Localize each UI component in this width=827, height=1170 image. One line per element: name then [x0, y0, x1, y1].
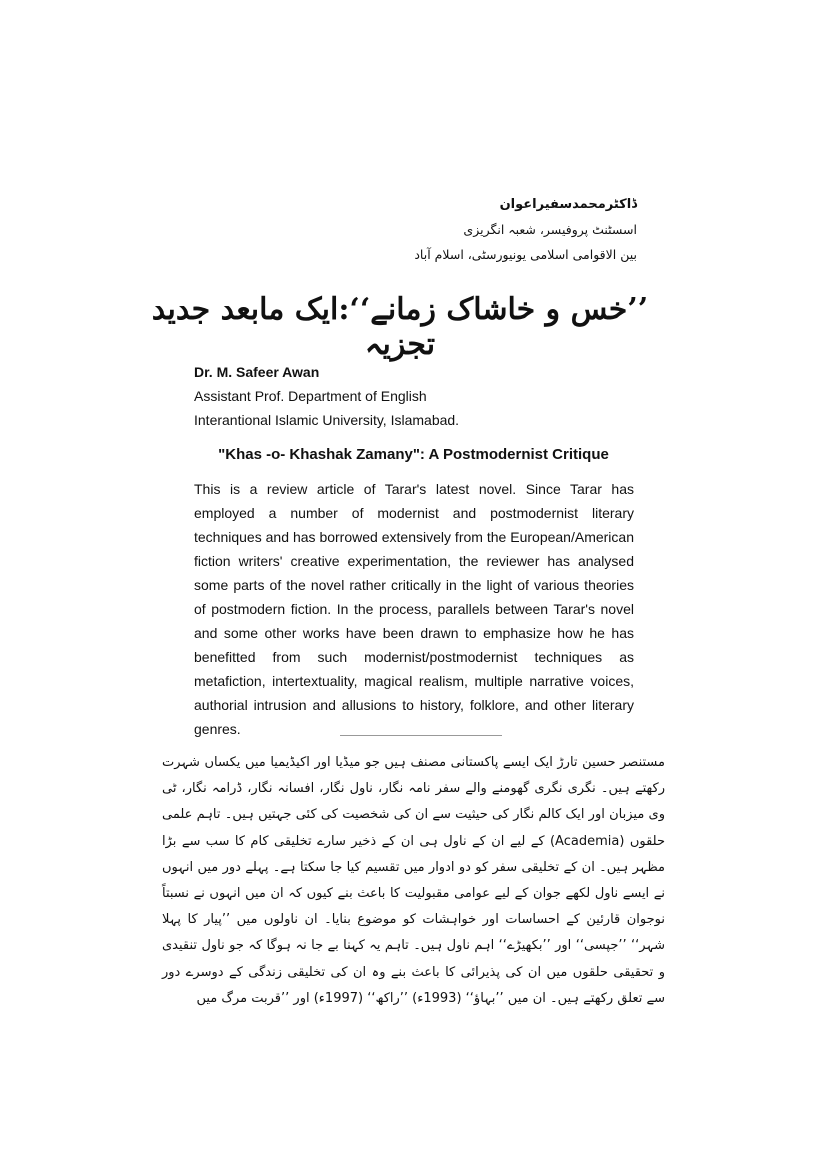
english-article-title: "Khas -o- Khashak Zamany": A Postmodernist Critique — [218, 446, 609, 463]
urdu-author-position: اسسٹنٹ پروفیسر، شعبہ انگریزی — [463, 222, 637, 237]
urdu-article-title: ’’خس و خاشاک زمانے‘‘:ایک مابعد جدید تجزیہ — [151, 292, 649, 362]
english-author-name: Dr. M. Safeer Awan — [194, 364, 320, 380]
english-author-block — [194, 360, 654, 432]
english-author-position: Assistant Prof. Department of English — [194, 388, 427, 404]
english-author-institution: Interantional Islamic University, Islamabad. — [194, 412, 460, 428]
urdu-author-name: ڈاکٹرمحمدسفیراعوان — [499, 197, 637, 212]
urdu-body-paragraph: مستنصر حسین تارڑ ایک ایسے پاکستانی مصنف ہیں جو میڈیا اور اکیڈیمیا میں یکساں شہرت رکھتے ہیں۔ نگری نگری گھومنے والے سفر نامہ نگار، ناول نگار، افسانہ نگار، ڈرامہ نگار، ٹی وی میزبان اور ایک کالم نگار کی حیثیت سے ان کی شخصیت کی کئی جہتیں ہیں۔ تاہم علمی حلقوں (Academia) کے لیے ان کے ناول ہی ان کے ذخیر سارے تخلیقی کام کا سب سے بڑا مظہر ہیں۔ ان کے تخلیقی سفر کو دو ادوار میں تقسیم کیا جا سکتا ہے۔ پہلے دور میں انہوں نے ایسے ناول لکھے جوان کے لیے عوامی مقبولیت کا باعث بنے کیوں کہ ان میں انہوں نے نسبتاً نوجوان قارئین کے احساسات اور خواہشات کو موضوع بنایا۔ ان ناولوں میں ’’پیار کا پہلا شہر‘‘ ’’جپسی‘‘ اور ’’بکھیڑے‘‘ اہم ناول ہیں۔ تاہم یہ کہنا بے جا نہ ہوگا کہ جو ناول تنقیدی و تحقیقی حلقوں میں ان کی پذیرائی کا باعث بنے وہ ان کی تخلیقی زندگی کے دوسرے دور سے تعلق رکھتے ہیں۔ ان میں ’’بہاؤ‘‘ (1993ء) ’’راکھ‘‘ (1997ء) اور ’’قربت مرگ میں — [162, 755, 665, 1006]
section-divider — [340, 735, 502, 736]
urdu-author-block — [217, 192, 637, 267]
abstract-paragraph: This is a review article of Tarar's latest novel. Since Tarar has employed a number of modernist and postmodernist literary techniques and has borrowed extensively from the European/American fiction writers' creative experimentation, the reviewer has analysed some parts of the novel rather critically in the light of various theories of postmodern fiction. In the process, parallels between Tarar's novel and some other works have been drawn to emphasize how he has benefitted from such modernist/postmodernist techniques as metafiction, intertextuality, magical realism, multiple narrative voices, authorial intrusion and allusions to history, folklore, and other literary genres. — [194, 481, 634, 737]
urdu-author-institution: بین الاقوامی اسلامی یونیورسٹی، اسلام آباد — [414, 247, 637, 262]
